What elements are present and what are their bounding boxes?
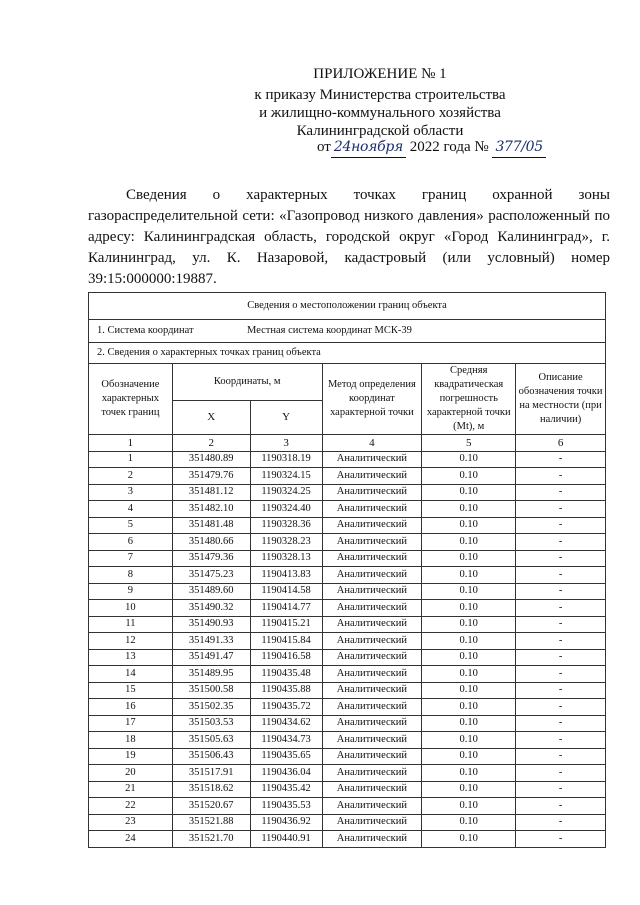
coord-x: 351517.91: [172, 765, 250, 782]
table-row: [89, 501, 606, 518]
date-prefix: от: [317, 139, 331, 155]
description: -: [516, 699, 606, 716]
method: Аналитический: [322, 715, 422, 732]
coord-y: 1190324.40: [250, 501, 322, 518]
point-number: 15: [89, 682, 173, 699]
coord-y: 1190435.65: [250, 748, 322, 765]
table-row: [89, 616, 606, 633]
method: Аналитический: [322, 699, 422, 716]
table-row: [89, 798, 606, 815]
description: -: [516, 649, 606, 666]
table-row: [89, 550, 606, 567]
coord-x: 351481.48: [172, 517, 250, 534]
accuracy: 0.10: [422, 781, 516, 798]
accuracy: 0.10: [422, 501, 516, 518]
method: Аналитический: [322, 682, 422, 699]
point-number: 21: [89, 781, 173, 798]
coord-x: 351490.32: [172, 600, 250, 617]
point-number: 14: [89, 666, 173, 683]
header-x: X: [172, 400, 250, 434]
method: Аналитический: [322, 517, 422, 534]
method: Аналитический: [322, 567, 422, 584]
header-method: Метод определения координат характерной точки: [322, 364, 422, 435]
table-row: [89, 517, 606, 534]
method: Аналитический: [322, 534, 422, 551]
column-number-row: [89, 435, 606, 452]
points-heading: 2. Сведения о характерных точках границ объекта: [89, 343, 606, 364]
coord-y: 1190435.48: [250, 666, 322, 683]
description: -: [516, 567, 606, 584]
point-number: 7: [89, 550, 173, 567]
method: Аналитический: [322, 484, 422, 501]
accuracy: 0.10: [422, 567, 516, 584]
method: Аналитический: [322, 831, 422, 848]
accuracy: 0.10: [422, 798, 516, 815]
point-number: 17: [89, 715, 173, 732]
coord-x: 351502.35: [172, 699, 250, 716]
coord-x: 351490.93: [172, 616, 250, 633]
table-row: [89, 633, 606, 650]
accuracy: 0.10: [422, 748, 516, 765]
description: -: [516, 633, 606, 650]
table-row: [89, 666, 606, 683]
header-accuracy: Средняя квадратическая погрешность характерной точки (Mt), м: [422, 364, 516, 435]
table-row: [89, 831, 606, 848]
order-line-3: Калининградской области: [296, 123, 464, 139]
point-number: 20: [89, 765, 173, 782]
coord-y: 1190414.58: [250, 583, 322, 600]
method: Аналитический: [322, 814, 422, 831]
accuracy: 0.10: [422, 583, 516, 600]
table-row: [89, 682, 606, 699]
coord-y: 1190434.62: [250, 715, 322, 732]
table-row: [89, 765, 606, 782]
method: Аналитический: [322, 732, 422, 749]
accuracy: 0.10: [422, 550, 516, 567]
coord-y: 1190328.36: [250, 517, 322, 534]
description: -: [516, 583, 606, 600]
order-date-line: [317, 138, 546, 158]
coord-y: 1190328.13: [250, 550, 322, 567]
coord-x: 351520.67: [172, 798, 250, 815]
table-row: [89, 567, 606, 584]
point-number: 12: [89, 633, 173, 650]
intro-paragraph: Сведения о характерных точках границ охранной зоны газораспределительной сети: «Газопровод низкого давления» расположенный по адресу: Калининградская область, городской округ «Город Калининград», г. Калининград, ул. К. Назаровой, кадастровый (или условный) номер 39:15:000000:19887.: [88, 187, 610, 287]
accuracy: 0.10: [422, 451, 516, 468]
table-row: [89, 748, 606, 765]
coordinates-table: [88, 292, 606, 848]
method: Аналитический: [322, 616, 422, 633]
coord-y: 1190328.23: [250, 534, 322, 551]
column-number: 4: [322, 435, 422, 452]
column-number: 6: [516, 435, 606, 452]
coord-x: 351521.70: [172, 831, 250, 848]
header-y: Y: [250, 400, 322, 434]
coord-y: 1190415.21: [250, 616, 322, 633]
accuracy: 0.10: [422, 715, 516, 732]
method: Аналитический: [322, 798, 422, 815]
coord-x: 351479.76: [172, 468, 250, 485]
column-number: 5: [422, 435, 516, 452]
method: Аналитический: [322, 666, 422, 683]
coord-y: 1190440.91: [250, 831, 322, 848]
table-row: [89, 451, 606, 468]
coord-y: 1190435.72: [250, 699, 322, 716]
coord-x: 351480.89: [172, 451, 250, 468]
system-value: Местная система координат МСК-39: [247, 325, 412, 336]
description: -: [516, 831, 606, 848]
coord-x: 351505.63: [172, 732, 250, 749]
coord-x: 351521.88: [172, 814, 250, 831]
accuracy: 0.10: [422, 649, 516, 666]
table-row: [89, 814, 606, 831]
description: -: [516, 666, 606, 683]
coord-x: 351491.47: [172, 649, 250, 666]
coord-x: 351489.95: [172, 666, 250, 683]
accuracy: 0.10: [422, 666, 516, 683]
method: Аналитический: [322, 600, 422, 617]
coord-x: 351506.43: [172, 748, 250, 765]
coord-x: 351481.12: [172, 484, 250, 501]
description: -: [516, 781, 606, 798]
coordinate-system-row: [89, 320, 606, 343]
coord-y: 1190413.83: [250, 567, 322, 584]
method: Аналитический: [322, 748, 422, 765]
method: Аналитический: [322, 583, 422, 600]
coord-y: 1190324.25: [250, 484, 322, 501]
column-number: 3: [250, 435, 322, 452]
point-number: 24: [89, 831, 173, 848]
method: Аналитический: [322, 781, 422, 798]
coord-y: 1190324.15: [250, 468, 322, 485]
accuracy: 0.10: [422, 699, 516, 716]
coord-y: 1190416.58: [250, 649, 322, 666]
table-row: [89, 468, 606, 485]
accuracy: 0.10: [422, 765, 516, 782]
description: -: [516, 814, 606, 831]
coord-x: 351480.66: [172, 534, 250, 551]
method: Аналитический: [322, 633, 422, 650]
method: Аналитический: [322, 451, 422, 468]
point-number: 5: [89, 517, 173, 534]
coord-y: 1190436.04: [250, 765, 322, 782]
point-number: 3: [89, 484, 173, 501]
system-label: 1. Система координат: [97, 325, 194, 336]
handwritten-date: 24ноября: [331, 138, 406, 158]
coord-x: 351489.60: [172, 583, 250, 600]
accuracy: 0.10: [422, 600, 516, 617]
point-number: 13: [89, 649, 173, 666]
description: -: [516, 501, 606, 518]
table-row: [89, 649, 606, 666]
point-number: 18: [89, 732, 173, 749]
coord-y: 1190435.42: [250, 781, 322, 798]
accuracy: 0.10: [422, 732, 516, 749]
accuracy: 0.10: [422, 468, 516, 485]
point-number: 19: [89, 748, 173, 765]
accuracy: 0.10: [422, 534, 516, 551]
coord-x: 351482.10: [172, 501, 250, 518]
coord-x: 351475.23: [172, 567, 250, 584]
point-number: 10: [89, 600, 173, 617]
accuracy: 0.10: [422, 616, 516, 633]
header-row-1: [89, 364, 606, 401]
accuracy: 0.10: [422, 814, 516, 831]
table-row: [89, 732, 606, 749]
accuracy: 0.10: [422, 831, 516, 848]
coord-x: 351503.53: [172, 715, 250, 732]
coord-x: 351500.58: [172, 682, 250, 699]
header-description: Описание обозначения точки на местности (при наличии): [516, 364, 606, 435]
order-line-2: и жилищно-коммунального хозяйства: [259, 105, 501, 121]
accuracy: 0.10: [422, 517, 516, 534]
point-number: 9: [89, 583, 173, 600]
point-number: 22: [89, 798, 173, 815]
order-line-1: к приказу Министерства строительства: [254, 87, 506, 103]
coord-y: 1190414.77: [250, 600, 322, 617]
description: -: [516, 534, 606, 551]
column-number: 1: [89, 435, 173, 452]
accuracy: 0.10: [422, 682, 516, 699]
description: -: [516, 715, 606, 732]
coord-y: 1190435.88: [250, 682, 322, 699]
point-number: 16: [89, 699, 173, 716]
table-caption: Сведения о местоположении границ объекта: [89, 293, 606, 320]
method: Аналитический: [322, 765, 422, 782]
method: Аналитический: [322, 649, 422, 666]
accuracy: 0.10: [422, 633, 516, 650]
table-row: [89, 699, 606, 716]
point-number: 6: [89, 534, 173, 551]
handwritten-order-number: 377/05: [492, 138, 545, 158]
point-number: 11: [89, 616, 173, 633]
point-number: 4: [89, 501, 173, 518]
coord-x: 351479.36: [172, 550, 250, 567]
point-number: 8: [89, 567, 173, 584]
points-heading-row: [89, 343, 606, 364]
header-coordinates: Координаты, м: [172, 364, 322, 401]
description: -: [516, 732, 606, 749]
description: -: [516, 517, 606, 534]
coord-y: 1190434.73: [250, 732, 322, 749]
description: -: [516, 798, 606, 815]
header-designation: Обозначение характерных точек границ: [89, 364, 173, 435]
description: -: [516, 682, 606, 699]
description: -: [516, 484, 606, 501]
description: -: [516, 550, 606, 567]
coord-y: 1190436.92: [250, 814, 322, 831]
method: Аналитический: [322, 501, 422, 518]
coord-y: 1190415.84: [250, 633, 322, 650]
coord-x: 351491.33: [172, 633, 250, 650]
caption-row: [89, 293, 606, 320]
appendix-title: ПРИЛОЖЕНИЕ № 1: [313, 66, 447, 82]
accuracy: 0.10: [422, 484, 516, 501]
coord-y: 1190435.53: [250, 798, 322, 815]
point-number: 1: [89, 451, 173, 468]
column-number: 2: [172, 435, 250, 452]
coord-x: 351518.62: [172, 781, 250, 798]
method: Аналитический: [322, 550, 422, 567]
table-row: [89, 484, 606, 501]
table-row: [89, 583, 606, 600]
method: Аналитический: [322, 468, 422, 485]
point-number: 23: [89, 814, 173, 831]
table-row: [89, 600, 606, 617]
table-row: [89, 715, 606, 732]
description: -: [516, 765, 606, 782]
year-text: 2022 года №: [409, 139, 489, 155]
description: -: [516, 451, 606, 468]
description: -: [516, 468, 606, 485]
coord-y: 1190318.19: [250, 451, 322, 468]
description: -: [516, 616, 606, 633]
table-row: [89, 781, 606, 798]
description: -: [516, 748, 606, 765]
table-row: [89, 534, 606, 551]
point-number: 2: [89, 468, 173, 485]
description: -: [516, 600, 606, 617]
